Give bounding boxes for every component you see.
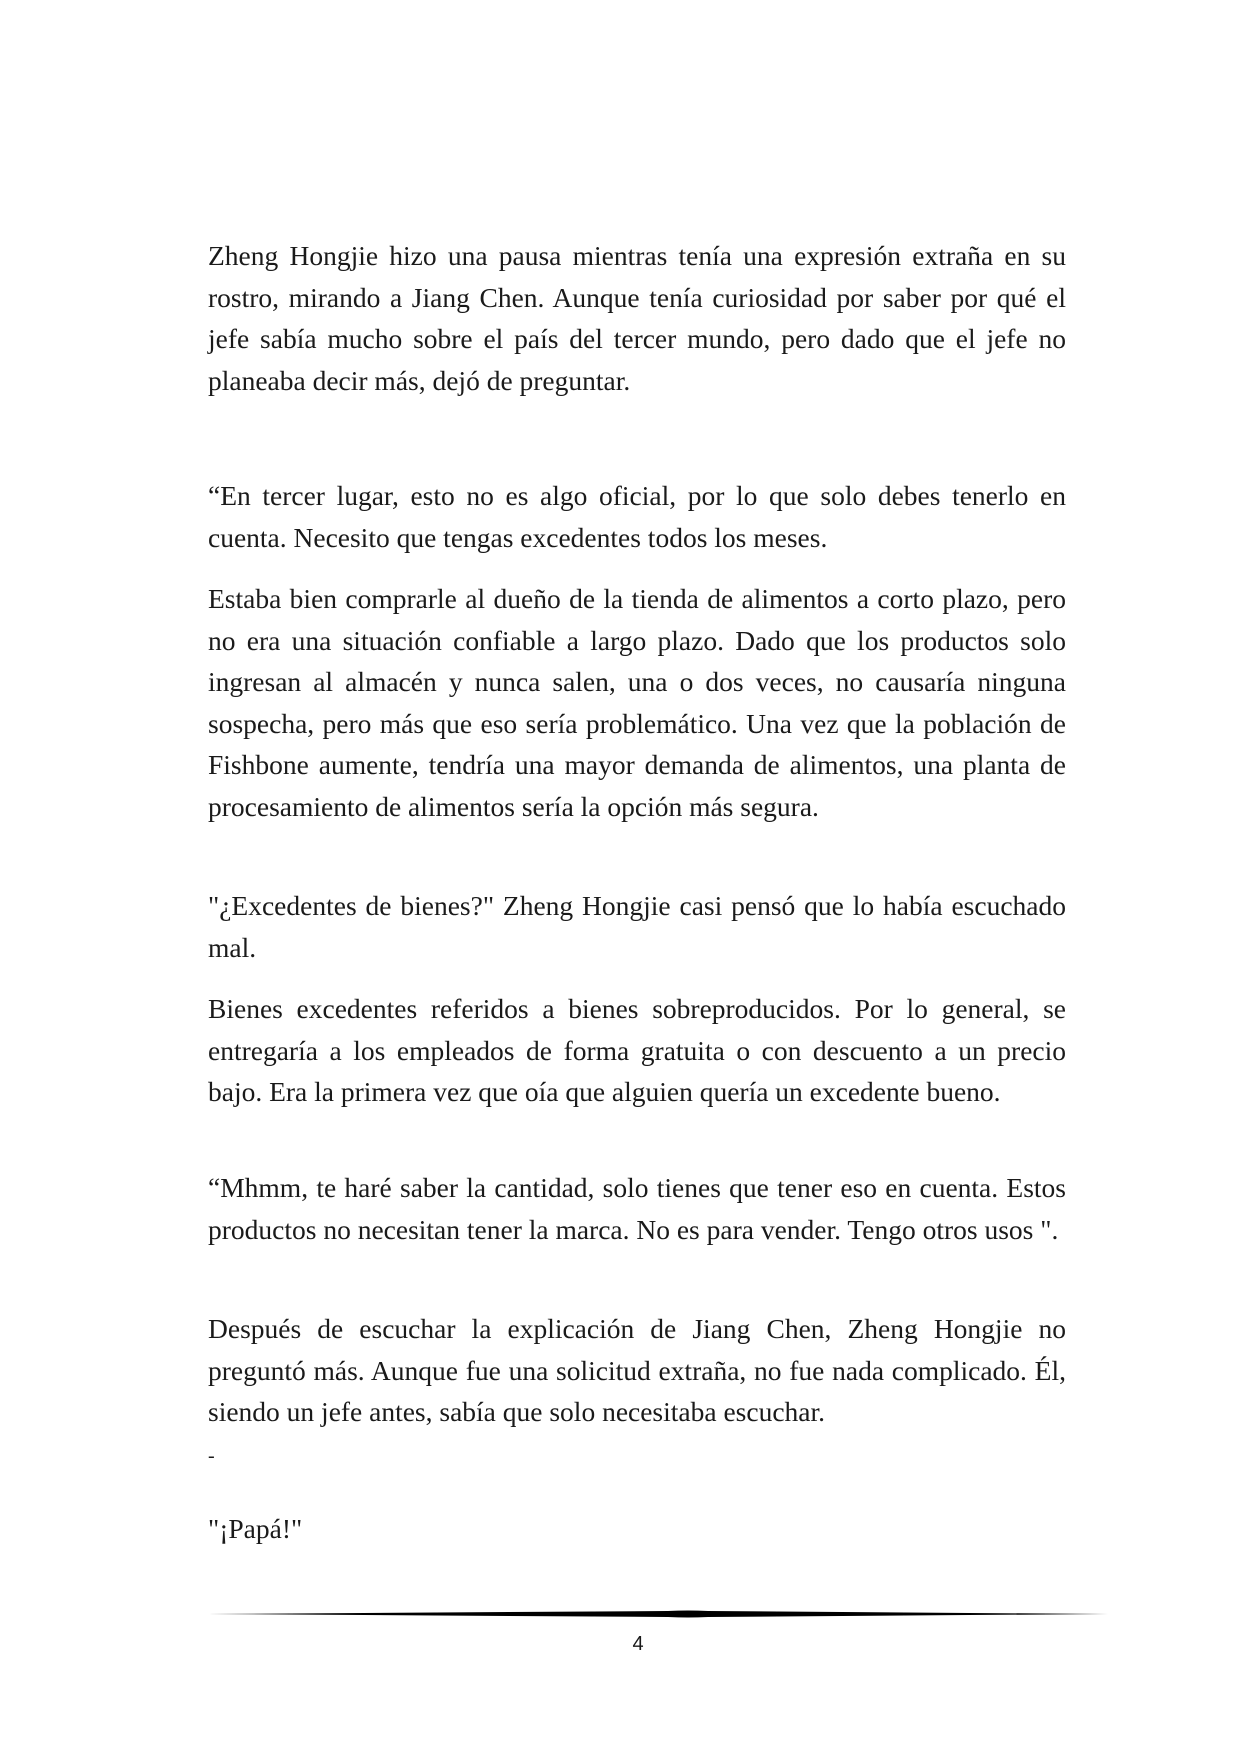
paragraph: Después de escuchar la explicación de Jiang Chen, Zheng Hongjie no preguntó más. Aunque fue una solicitud extraña, no fue nada complicado. Él, siendo un jefe antes, sabía que solo necesitaba escuchar. (208, 1313, 1066, 1427)
paragraph: Bienes excedentes referidos a bienes sobreproducidos. Por lo general, se entregaría a los empleados de forma gratuita o con descuento a un precio bajo. Era la primera vez que oía que alguien quería un excedente bueno. (208, 993, 1066, 1107)
paragraph: "¿Excedentes de bienes?" Zheng Hongjie casi pensó que lo había escuchado mal. (208, 890, 1066, 963)
paragraph: Zheng Hongjie hizo una pausa mientras tenía una expresión extraña en su rostro, mirando a Jiang Chen. Aunque tenía curiosidad por saber por qué el jefe sabía mucho sobre el país del tercer mundo, pero dado que el jefe no planeaba decir más, dejó de preguntar. (208, 240, 1066, 396)
paragraph: “En tercer lugar, esto no es algo oficial, por lo que solo debes tenerlo en cuenta. Necesito que tengas excedentes todos los meses. (208, 480, 1066, 553)
paragraph: “Mhmm, te haré saber la cantidad, solo tienes que tener eso en cuenta. Estos productos no necesitan tener la marca. No es para vender. Tengo otros usos ". (208, 1172, 1066, 1245)
scene-break-dash: - (208, 1445, 215, 1467)
paragraph: Estaba bien comprarle al dueño de la tienda de alimentos a corto plazo, pero no era una situación confiable a largo plazo. Dado que los productos solo ingresan al almacén y nunca salen, una o dos veces, no causaría ninguna sospecha, pero más que eso sería problemático. Una vez que la población de Fishbone aumente, tendría una mayor demanda de alimentos, una planta de procesamiento de alimentos sería la opción más segura. (208, 583, 1066, 822)
footer-divider (208, 1608, 1108, 1620)
paragraph: "¡Papá!" (208, 1513, 303, 1544)
page-number: 4 (632, 1633, 644, 1655)
